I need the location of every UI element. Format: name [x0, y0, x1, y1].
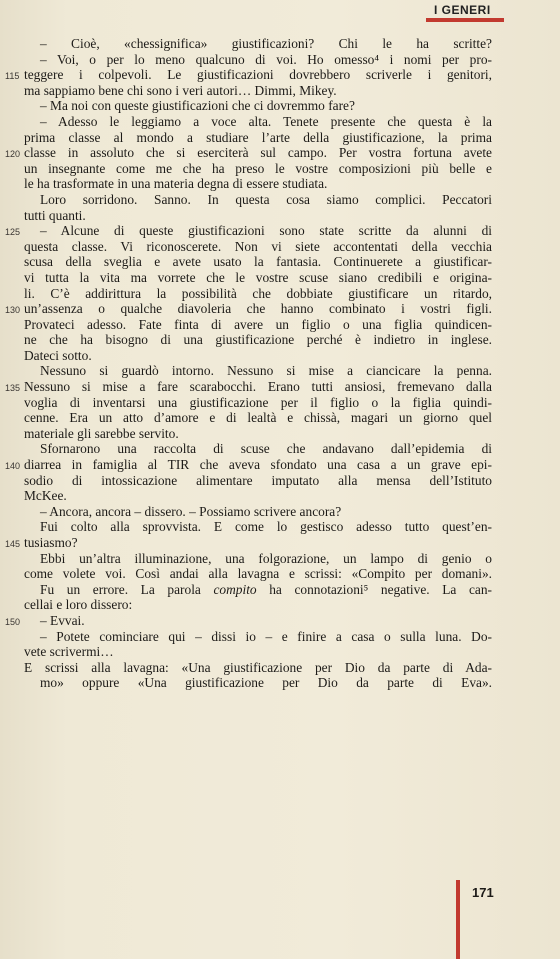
line-text: Sfornarono una raccolta di scuse che andavano dall’epidemia di	[40, 441, 492, 457]
line-text: come volete voi. Così andai alla lavagna e scrissi: «Compito per domani».	[24, 566, 492, 582]
text-line	[24, 192, 492, 208]
line-text: Dateci sotto.	[24, 347, 92, 363]
line-text: – Ancora, ancora – dissero. – Possiamo scrivere ancora?	[40, 503, 342, 519]
line-text: vete scrivermi…	[24, 644, 114, 660]
page-number: 171	[472, 885, 494, 900]
text-line	[24, 254, 492, 270]
line-text: le ha trasformate in una materia degna di essere studiata.	[24, 176, 328, 192]
text-line	[24, 239, 492, 255]
text-line	[24, 98, 492, 114]
line-text: mo» oppure «Una giustificazione per Dio da parte di Eva».	[40, 675, 492, 691]
line-text: – Cioè, «chessignifica» giustificazioni? Chi le ha scritte?	[40, 36, 492, 51]
body-text	[5, 36, 492, 691]
line-text: tutti quanti.	[24, 207, 86, 223]
text-line	[24, 317, 492, 333]
line-text: diarrea in famiglia al TIR che aveva sfondato una casa a un grave epi-	[24, 457, 492, 473]
line-text: ne che ha bisogno di una giustificazione perché è indietro in inglese.	[24, 332, 492, 348]
line-number: 115	[5, 71, 20, 82]
text-line	[24, 130, 492, 146]
text-line	[24, 566, 492, 582]
line-text: materiale gli sarebbe servito.	[24, 425, 179, 441]
line-text: vi tutta la vita ma vorrete che le vostre scuse siano credibili e origina-	[24, 269, 492, 285]
line-number: 145	[5, 539, 21, 549]
line-number: 150	[5, 616, 21, 627]
line-number: 120	[5, 149, 21, 160]
line-text: scusa della sveglia e avete usato la fantasia. Continuerete a giustificar-	[24, 254, 492, 270]
line-text: li. C’è addirittura la possibilità che dobbiate giustificare un ritardo,	[24, 285, 492, 301]
text-line	[24, 348, 492, 364]
text-line	[5, 301, 492, 317]
line-text: – Adesso le leggiamo a voce alta. Tenete presente che questa è la	[40, 113, 492, 129]
text-line	[24, 395, 492, 411]
line-number: 140	[5, 461, 21, 472]
line-text: Provateci adesso. Fate finta di avere un figlio o una figlia quindicen-	[24, 316, 492, 332]
line-text: teggere i colpevoli. Le giustificazioni dovrebbero scriverle i genitori,	[24, 67, 492, 83]
text-line	[5, 223, 492, 239]
line-text: – Evvai.	[40, 612, 85, 628]
text-line	[24, 473, 492, 489]
line-text: – Voi, o per lo meno qualcuno di voi. Ho omesso⁴ i nomi per pro-	[40, 51, 492, 67]
line-text: Nessuno si mise a fare scarabocchi. Erano tutti ansiosi, fremevano dalla	[24, 379, 492, 395]
text-line	[24, 582, 492, 598]
line-text: – Alcune di queste giustificazioni sono state scritte da alunni di	[40, 223, 492, 239]
line-text: ma sappiamo bene chi sono i veri autori… Dimmi, Mikey.	[24, 82, 337, 98]
line-text: Fu un errore. La parola compito ha connotazioni⁵ negative. La can-	[40, 581, 492, 597]
text-line	[24, 208, 492, 224]
text-line	[5, 145, 492, 161]
text-line	[24, 83, 492, 99]
text-line	[24, 161, 492, 177]
header-accent-bar	[426, 18, 504, 22]
line-text: Nessuno si guardò intorno. Nessuno si mise a ciancicare la penna.	[40, 363, 492, 379]
text-line	[5, 457, 492, 473]
line-text: questa classe. Vi riconoscerete. Non vi siete accontentati della vecchia	[24, 238, 492, 254]
text-line	[5, 612, 492, 629]
section-header	[426, 0, 504, 22]
text-line	[24, 488, 492, 504]
text-line	[5, 379, 492, 395]
line-text: E scrissi alla lavagna: «Una giustificazione per Dio da parte di Ada-	[24, 659, 492, 675]
line-text: tusiasmo?	[24, 535, 78, 550]
line-text: un’assenza o qualche diavoleria che hanno combinato i vostri figli.	[24, 301, 492, 317]
line-text: McKee.	[24, 488, 67, 504]
line-number: 125	[5, 227, 21, 238]
text-line	[24, 176, 492, 192]
text-line	[24, 270, 492, 286]
section-title: I GENERI	[434, 3, 491, 17]
text-line	[24, 441, 492, 457]
text-line	[24, 519, 492, 535]
line-text: – Potete cominciare qui – dissi io – e finire a casa o sulla luna. Do-	[40, 628, 492, 644]
line-number: 130	[5, 305, 21, 316]
line-text: cenne. Era un atto d’amore e di lealtà e chissà, magari un giorno quel	[24, 410, 492, 426]
text-line	[24, 52, 492, 68]
line-text: un insegnante come me che ha preso le vostre composizioni più belle e	[24, 160, 492, 176]
line-text: – Ma noi con queste giustificazioni che ci dovremmo fare?	[40, 98, 355, 114]
text-line	[24, 660, 492, 676]
line-text: cellai e loro dissero:	[24, 597, 133, 613]
line-text: classe in assoluto che si eserciterà sul campo. Per vostra fortuna avete	[24, 145, 492, 161]
text-line	[24, 644, 492, 660]
line-number: 135	[5, 383, 21, 394]
line-text: voglia di inventarsi una giustificazione per il figlio o la figlia quindi-	[24, 394, 492, 410]
text-line	[24, 551, 492, 567]
text-line	[24, 286, 492, 302]
text-line	[24, 114, 492, 130]
text-line	[24, 629, 492, 645]
text-line	[24, 597, 492, 613]
text-line	[24, 675, 492, 691]
text-line	[24, 426, 492, 442]
line-text: Fui colto alla sprovvista. E come lo gestisco adesso tutto quest’en-	[40, 519, 492, 535]
text-line	[24, 410, 492, 426]
line-text: sodio di intossicazione alimentare imputato alla mensa dell’Istituto	[24, 472, 492, 488]
text-line	[24, 504, 492, 520]
text-line	[24, 332, 492, 348]
text-line	[5, 67, 492, 83]
footer-accent-bar	[456, 880, 460, 959]
line-text: Loro sorridono. Sanno. In questa cosa siamo complici. Peccatori	[40, 191, 492, 207]
text-line	[24, 363, 492, 379]
text-line	[24, 36, 492, 52]
line-text: Ebbi un’altra illuminazione, una folgorazione, un lampo di genio o	[40, 550, 492, 566]
text-line	[5, 535, 492, 551]
line-text: prima classe al mondo a studiare l’arte della giustificazione, la prima	[24, 129, 492, 145]
